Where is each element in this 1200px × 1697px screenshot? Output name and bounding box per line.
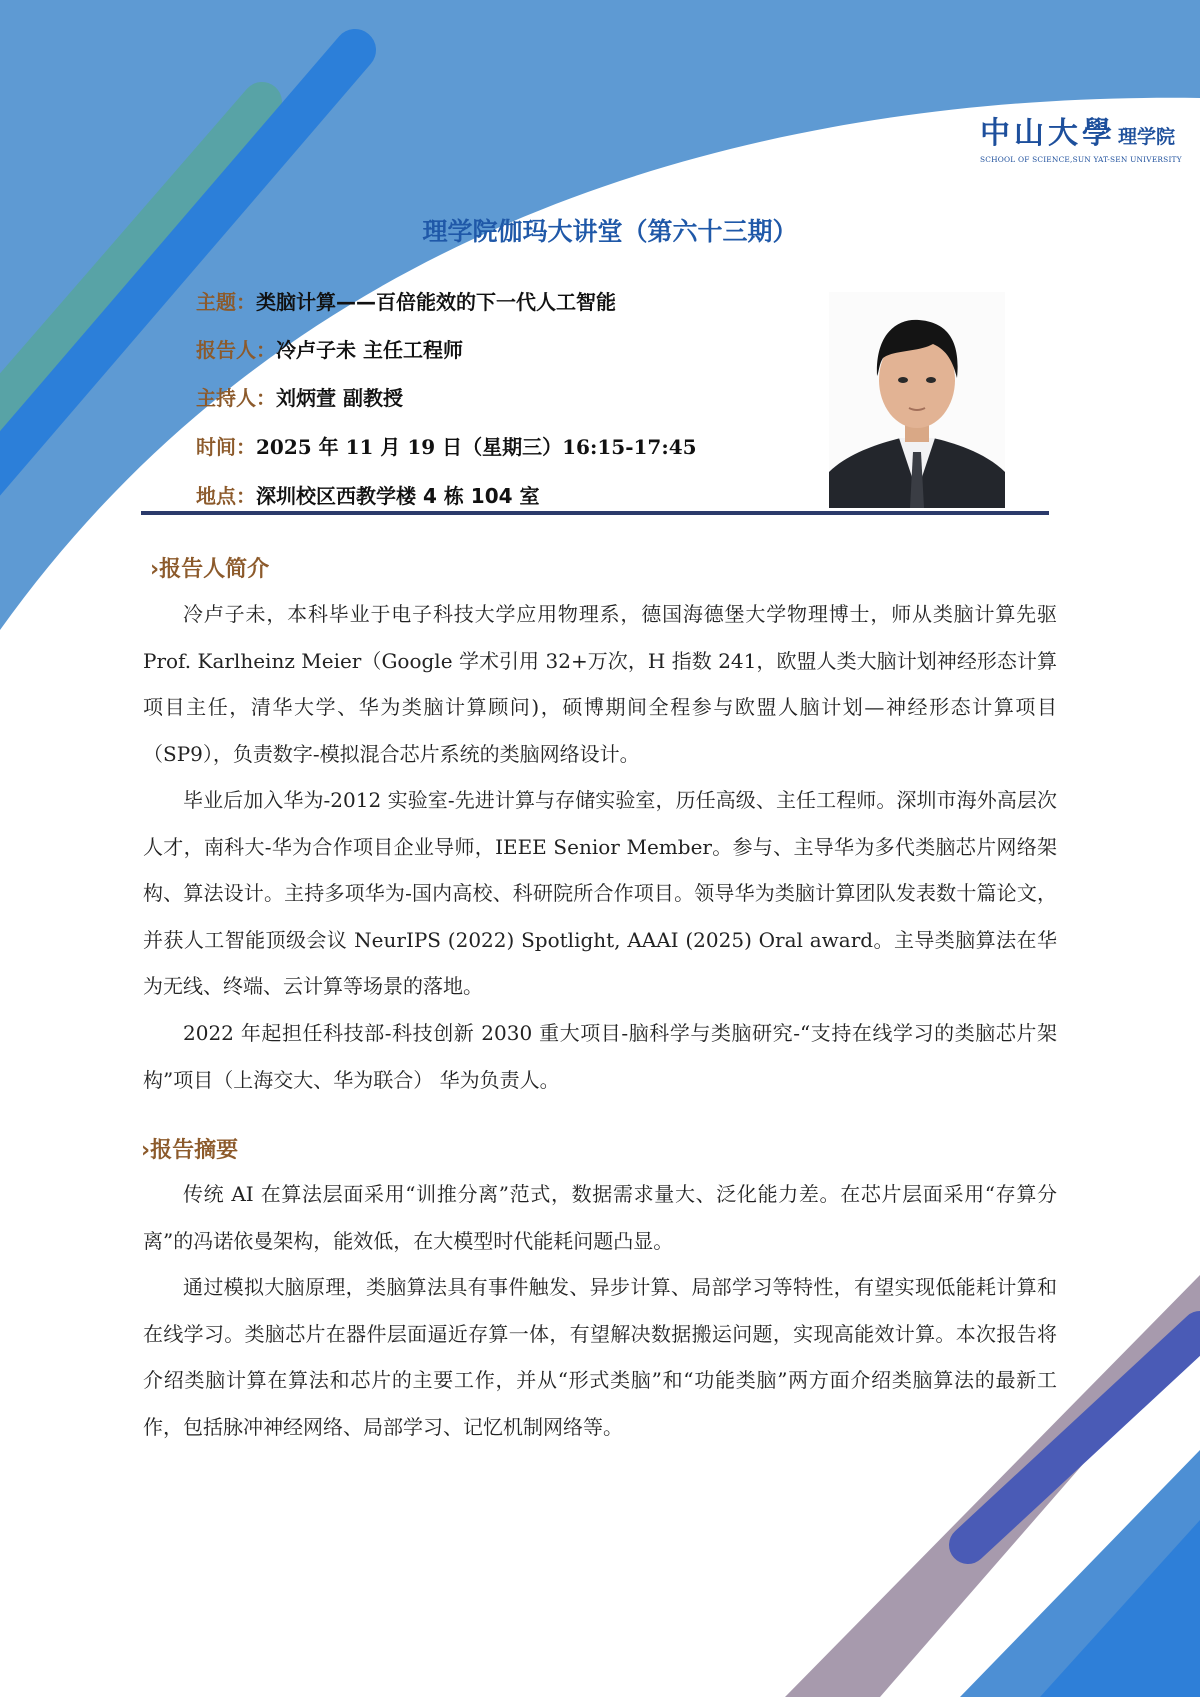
- host-value: 刘炳萱 副教授: [276, 386, 403, 410]
- abstract-paragraph-1: 传统 AI 在算法层面采用“训推分离”范式，数据需求量大、泛化能力差。在芯片层面采用“存算分离”的冯诺依曼架构，能效低，在大模型时代能耗问题凸显。: [143, 1182, 1057, 1253]
- time-label: 时间：: [196, 435, 256, 459]
- venue-value: 深圳校区西教学楼 4 栋 104 室: [256, 484, 540, 508]
- logo-english-name: SCHOOL OF SCIENCE,SUN YAT-SEN UNIVERSITY: [980, 155, 1182, 164]
- abstract-heading: ›报告摘要: [141, 1138, 239, 1163]
- page-title: 理学院伽玛大讲堂（第六十三期）: [422, 217, 798, 246]
- bio-paragraph-2: 毕业后加入华为-2012 实验室-先进计算与存储实验室，历任高级、主任工程师。深圳市海外高层次人才，南科大-华为合作项目企业导师，IEEE Senior Member。参与、主导华为多代类脑芯片网络架构、算法设计。主持多项华为-国内高校、科研院所合作项目。领导华为类脑计算团队发表数十篇论文，并获人工智能顶级会议 NeurIPS (2022) Spotlight, AAAI (2025) Oral award。主导类脑算法在华为无线、终端、云计算等场景的落地。: [143, 788, 1057, 998]
- top-blue-wave: [0, 0, 1200, 630]
- info-host: [196, 382, 403, 411]
- topic-label: 主题：: [196, 290, 256, 314]
- university-logo: [980, 108, 1182, 164]
- host-label: 主持人：: [196, 386, 276, 410]
- info-topic: [196, 286, 616, 315]
- bio-paragraph-1: 冷卢子未，本科毕业于电子科技大学应用物理系，德国海德堡大学物理博士，师从类脑计算先驱 Prof. Karlheinz Meier（Google 学术引用 32+万次，H 指数 241，欧盟人类大脑计划神经形态计算项目主任，清华大学、华为类脑计算顾问)，硕博期间全程参与欧盟人脑计划—神经形态计算项目（SP9），负责数字-模拟混合芯片系统的类脑网络设计。: [143, 602, 1057, 766]
- abstract-paragraph-2: 通过模拟大脑原理，类脑算法具有事件触发、异步计算、局部学习等特性，有望实现低能耗计算和在线学习。类脑芯片在器件层面逼近存算一体，有望解决数据搬运问题，实现高能效计算。本次报告将介绍类脑计算在算法和芯片的主要工作，并从“形式类脑”和“功能类脑”两方面介绍类脑算法的最新工作，包括脉冲神经网络、局部学习、记忆机制网络等。: [143, 1275, 1057, 1439]
- info-venue: [196, 480, 540, 509]
- bio-heading: ›报告人简介: [150, 557, 270, 582]
- logo-department-name: 理学院: [1117, 126, 1175, 148]
- speaker-portrait: [829, 292, 1005, 508]
- info-speaker: [196, 334, 463, 363]
- speaker-value: 冷卢子未 主任工程师: [276, 338, 463, 362]
- info-time: [196, 431, 697, 460]
- topic-value: 类脑计算——百倍能效的下一代人工智能: [256, 290, 616, 314]
- time-value: 2025 年 11 月 19 日（星期三）16:15-17:45: [256, 435, 697, 459]
- speaker-photo: [829, 292, 1005, 508]
- bio-paragraph-3: 2022 年起担任科技部-科技创新 2030 重大项目-脑科学与类脑研究-“支持在线学习的类脑芯片架构”项目（上海交大、华为联合） 华为负责人。: [143, 1021, 1057, 1092]
- speaker-label: 报告人：: [196, 338, 276, 362]
- logo-university-name: 中山大學: [980, 116, 1116, 151]
- venue-label: 地点：: [196, 484, 256, 508]
- header-divider: [141, 511, 1049, 515]
